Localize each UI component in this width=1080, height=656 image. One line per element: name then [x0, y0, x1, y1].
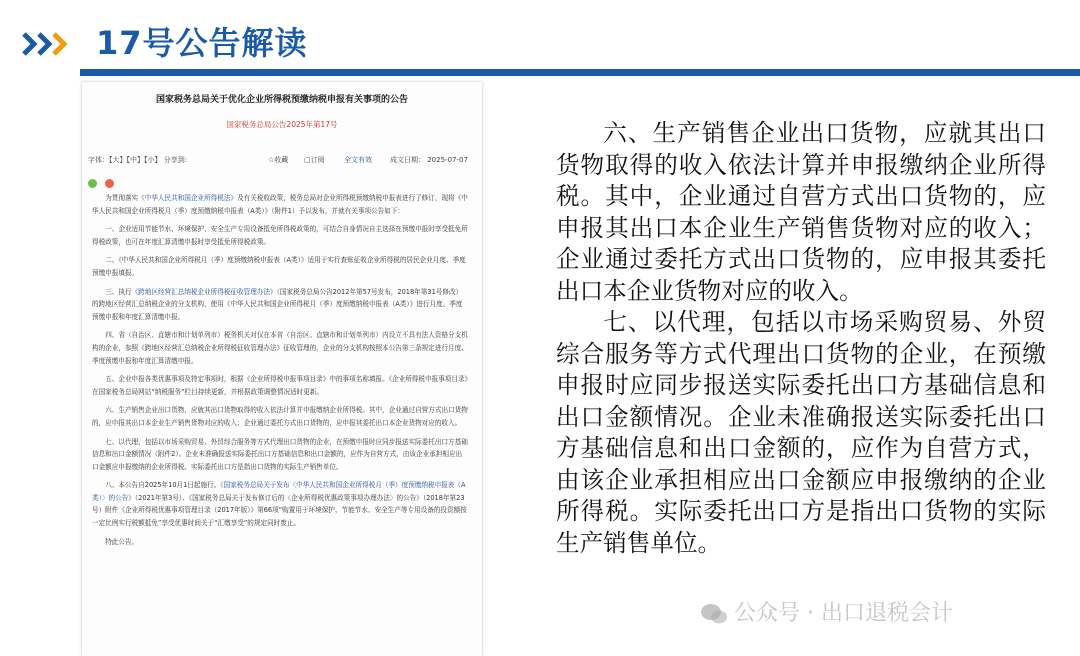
watermark-text: 公众号 · 出口退税会计	[734, 601, 953, 626]
doc-link[interactable]: 《国家税务总局关于发布〈中华人民共和国企业所得税月（季）度预缴纳税申报表（A类）〉的公告》	[92, 481, 466, 502]
doc-paragraph-text: 二、《中华人民共和国企业所得税月（季）度预缴纳税申报表（A类）》适用于实行查账征收企业所得税的居民企业月度、季度预缴申报填报。	[92, 256, 466, 277]
doc-paragraph-text: 六、生产销售企业出口货物，应就其出口货物取得的收入依法计算并申报缴纳企业所得税。其中，企业通过自营方式出口货物的，应申报其出口本企业生产销售货物对应的收入；企业通过委托方式出口货物的，应申报其委托出口本企业货物对应的收入。	[92, 406, 468, 427]
doc-paragraph	[92, 536, 468, 549]
doc-meta-bar	[88, 155, 472, 167]
doc-paragraph-text: （2021年第3号）、《国家税务总局关于发布修订后的〈企业所得税优惠政策事项办理办法〉的公告》（2018年第23号）附件《企业所得税优惠事项管理目录（2017年版）》第66项“购置用于环境保护、节能节水、安全生产等专用设备的投资额按一定比例实行税额抵免”享受优惠时间关于“汇缴享受”的规定同时废止。	[92, 493, 467, 528]
doc-paragraph	[92, 286, 468, 324]
doc-paragraph	[92, 254, 468, 279]
font-size-selector[interactable]: 字体：【大】【中】【小】 分享到:	[88, 156, 188, 164]
weibo-share-icon[interactable]	[105, 179, 114, 188]
document-screenshot	[82, 82, 482, 656]
doc-paragraph	[92, 329, 468, 367]
wechat-share-icon[interactable]	[88, 179, 97, 188]
doc-paragraph-text: 七、以代理，包括以市场采购贸易、外贸综合服务等方式代理出口货物的企业，在预缴申报时应同步报送实际委托出口方基础信息和出口金额情况（附件2）。企业未准确报送实际委托出口方基础信息和出口金额的，应作为自营方式，由该企业承担相应出口金额应申报缴纳的企业所得税。实际委托出口方是指出口货物的实际生产销售单位。	[92, 437, 468, 471]
watermark	[700, 596, 953, 627]
doc-body	[92, 192, 468, 554]
doc-paragraph	[92, 479, 468, 529]
doc-link[interactable]: 《中华人民共和国企业所得税法》	[138, 194, 238, 202]
subscribe-label: 订阅	[310, 156, 325, 164]
doc-paragraph-text: 为贯彻落实	[105, 194, 139, 202]
interpretation-text	[556, 118, 1046, 559]
doc-paragraph-text: 一、企业适用节能节水、环境保护、安全生产专用设备抵免所得税政策的，可结合自身情况自主选择在预缴申报时享受抵免所得税政策，也可在年度汇算清缴申报时享受抵免所得税政策。	[92, 225, 468, 246]
validity-status: 全文有效	[344, 156, 372, 164]
doc-paragraph	[92, 373, 468, 398]
doc-paragraph-text: 四、省（自治区、直辖市和计划单列市）税务机关对仅在本省（自治区、直辖市和计划单列市）内设立不具有法人资格分支机构的企业，参照《跨地区经营汇总纳税企业所得税征收管理办法》征收管理的，企业的分支机构按照本公告第三条规定进行月度、季度预缴申报和年度汇算清缴申报。	[92, 331, 468, 365]
doc-link[interactable]: 《跨地区经营汇总纳税企业所得税征收管理办法》	[131, 287, 277, 296]
subscribe-button[interactable]: ▢订阅	[304, 156, 325, 164]
collect-label: 收藏	[274, 156, 289, 164]
slide-title: 17号公告解读	[96, 24, 308, 62]
paragraph-six: 六、生产销售企业出口货物，应就其出口货物取得的收入依法计算并申报缴纳企业所得税。其中，企业通过自营方式出口货物的，应申报其出口本企业生产销售货物对应的收入；企业通过委托方式出口货物的，应申报其委托出口本企业货物对应的收入。	[556, 119, 1046, 305]
doc-paragraph-text: 特此公告。	[105, 537, 139, 546]
doc-paragraph-text: 及有关税收政策，税务总局对企业所得税预缴纳税申报表进行了修订，现将《中华人民共和国企业所得税月（季）度预缴纳税申报表（A类）》（附件1）予以发布，并就有关事项公告如下：	[92, 194, 468, 215]
slide-header	[0, 0, 1080, 78]
header-rule	[80, 69, 1080, 76]
doc-paragraph	[92, 223, 468, 248]
wechat-icon	[700, 603, 728, 625]
collect-button[interactable]: ☆收藏	[268, 156, 289, 164]
doc-paragraph-text: （国家税务总局公告2012年第57号发布，2018年第31号修改）的跨地区经营汇总纳税企业的分支机构，使用《中华人民共和国企业所得税月（季）度预缴纳税申报表（A类）》进行月度、季度预缴申报和年度汇算清缴申报。	[92, 287, 463, 321]
doc-title: 国家税务总局关于优化企业所得税预缴纳税申报有关事项的公告	[155, 95, 408, 105]
doc-paragraph	[92, 436, 468, 474]
doc-paragraph	[92, 192, 468, 217]
doc-paragraph-text: 三、执行	[105, 287, 132, 296]
doc-paragraph-text: 八、本公告自2025年10月1日起施行。	[105, 481, 221, 490]
doc-paragraph	[92, 404, 468, 429]
doc-paragraph-text: 五、企业申报各类优惠事项及特定事项时，根据《企业所得税申报事项目录》中的事项名称填报。《企业所得税申报事项目录》在国家税务总局网站“纳税服务”栏目持续更新，并根据政策调整情况适时更新。	[92, 375, 468, 396]
chevron-arrows-icon	[22, 30, 74, 58]
doc-date: 成文日期： 2025-07-07	[390, 156, 468, 164]
doc-number: 国家税务总局公告2025年第17号	[226, 120, 338, 129]
paragraph-seven: 七、以代理，包括以市场采购贸易、外贸综合服务等方式代理出口货物的企业，在预缴申报时应同步报送实际委托出口方基础信息和出口金额情况。企业未准确报送实际委托出口方基础信息和出口金额的，应作为自营方式，由该企业承担相应出口金额应申报缴纳的企业所得税。实际委托出口方是指出口货物的实际生产销售单位。	[556, 308, 1046, 557]
share-icons	[88, 173, 117, 183]
